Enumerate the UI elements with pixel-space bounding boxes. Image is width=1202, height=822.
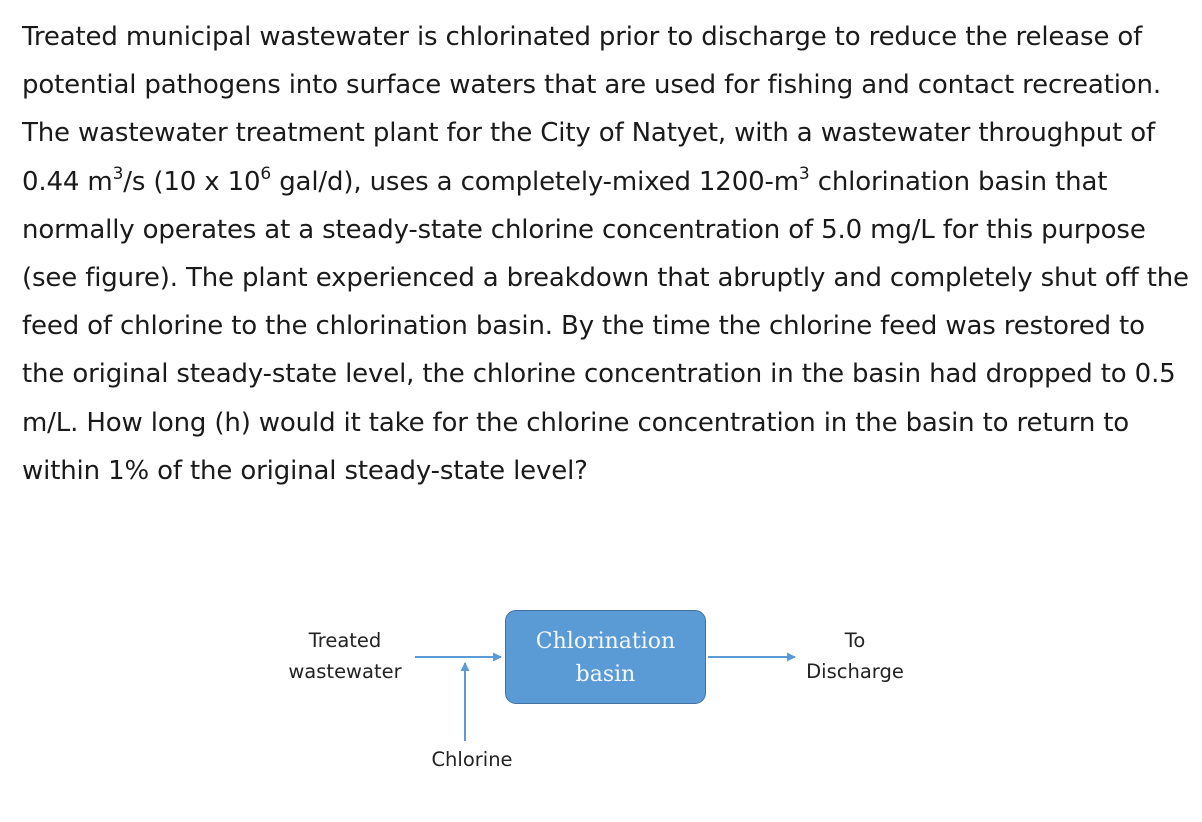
outlet-label-line-1: To xyxy=(844,629,866,652)
inlet-label-line-2: wastewater xyxy=(288,660,402,683)
problem-text-part-4: chlorination basin that normally operates at a steady-state chlorine concentration of 5.0 mg/L for this purpose (see figure). The plant experienced a breakdown that abruptly and completely shut off the feed of chlorine to the chlorination basin. By the time the chlorine feed was restored to the original steady-state level, the chlorine concentration in the basin had dropped to 0.5 m/L. How long (h) would it take for the chlorine concentration in the basin to return to within 1% of the original steady-state level? xyxy=(22,166,1189,486)
basin-label-line-1: Chlorination xyxy=(535,629,676,654)
outlet-label-line-2: Discharge xyxy=(806,660,904,683)
cubic-superscript: 3 xyxy=(112,163,124,184)
problem-text-part-3: gal/d), uses a completely-mixed 1200-m xyxy=(271,166,799,197)
exponent-superscript: 6 xyxy=(260,163,272,184)
chlorine-feed-label: Chlorine xyxy=(431,748,513,771)
problem-text-part-2: /s (10 x 10 xyxy=(123,166,261,197)
cubic-superscript-2: 3 xyxy=(798,163,810,184)
basin-label-line-2: basin xyxy=(575,662,636,687)
basin-label xyxy=(506,625,705,691)
problem-text-part-1: Treated municipal wastewater is chlorinated prior to discharge to reduce the release of potential pathogens into surface waters that are used for fishing and contact recreation. The wastewater treatment plant for the City of Natyet, with a wastewater throughput of 0.44 m xyxy=(22,22,1162,197)
inlet-label xyxy=(272,625,418,687)
outlet-label xyxy=(790,625,920,687)
chlorination-basin xyxy=(505,610,706,704)
inlet-label-line-1: Treated xyxy=(308,629,382,652)
